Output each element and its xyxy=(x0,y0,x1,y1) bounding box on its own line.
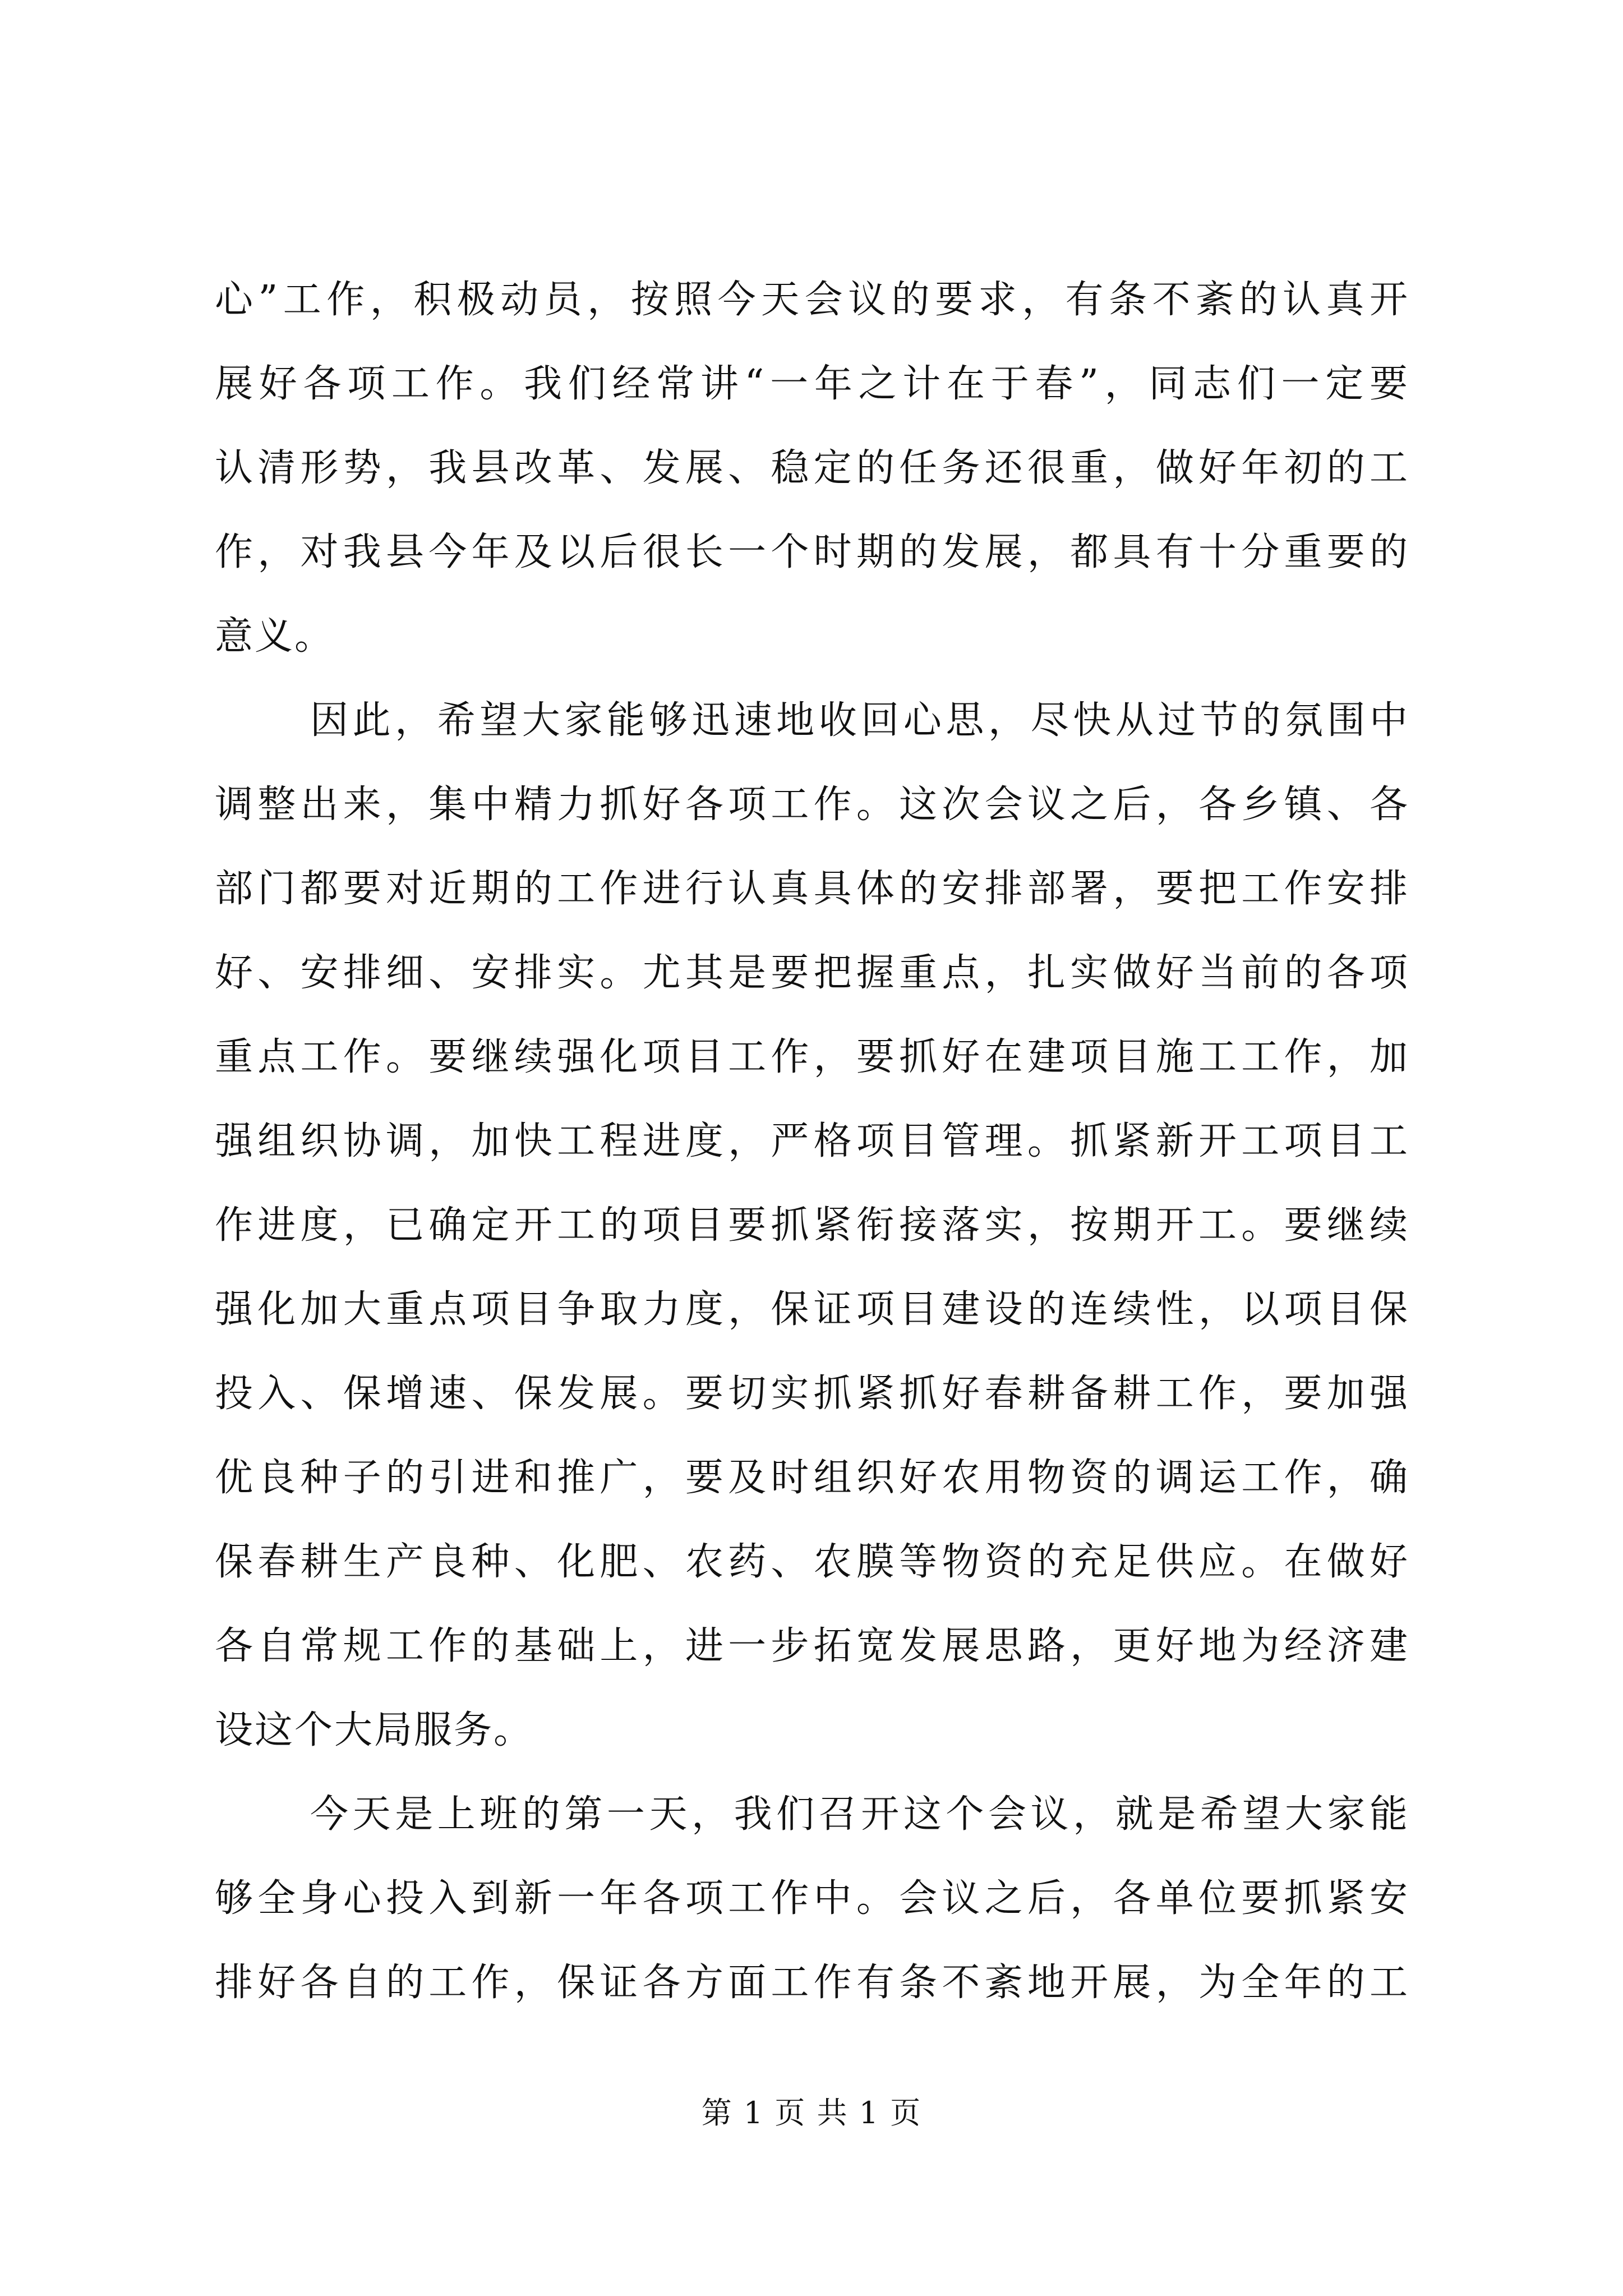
text-line: 展好各项工作。我们经常讲“一年之计在于春”，同志们一定要 xyxy=(215,362,1409,406)
text-line: 认清形势，我县改革、发展、稳定的任务还很重，做好年初的工 xyxy=(215,446,1409,490)
text-line: 强化加大重点项目争取力度，保证项目建设的连续性，以项目保 xyxy=(215,1287,1409,1332)
text-line: 重点工作。要继续强化项目工作，要抓好在建项目施工工作，加 xyxy=(215,1035,1409,1079)
text-line: 好、安排细、安排实。尤其是要把握重点，扎实做好当前的各项 xyxy=(215,951,1409,995)
text-line: 够全身心投入到新一年各项工作中。会议之后，各单位要抓紧安 xyxy=(215,1876,1409,1921)
text-line: 排好各自的工作，保证各方面工作有条不紊地开展，为全年的工 xyxy=(215,1961,1409,2005)
text-line: 投入、保增速、保发展。要切实抓紧抓好春耕备耕工作，要加强 xyxy=(215,1372,1409,1416)
text-line: 心”工作，积极动员，按照今天会议的要求，有条不紊的认真开 xyxy=(215,278,1409,322)
text-line: 作进度，已确定开工的项目要抓紧衔接落实，按期开工。要继续 xyxy=(215,1203,1409,1248)
text-line: 设这个大局服务。 xyxy=(215,1708,534,1752)
text-line: 作，对我县今年及以后很长一个时期的发展，都具有十分重要的 xyxy=(215,530,1409,574)
paragraph-first-line: 因此，希望大家能够迅速地收回心思，尽快从过节的氛围中 xyxy=(310,698,1409,743)
text-line: 部门都要对近期的工作进行认真具体的安排部署，要把工作安排 xyxy=(215,867,1409,911)
text-line: 意义。 xyxy=(215,614,335,659)
text-line: 各自常规工作的基础上，进一步拓宽发展思路，更好地为经济建 xyxy=(215,1624,1409,1668)
text-line: 优良种子的引进和推广，要及时组织好农用物资的调运工作，确 xyxy=(215,1456,1409,1500)
text-line: 保春耕生产良种、化肥、农药、农膜等物资的充足供应。在做好 xyxy=(215,1540,1409,1584)
paragraph-first-line: 今天是上班的第一天，我们召开这个会议，就是希望大家能 xyxy=(310,1792,1409,1837)
text-line: 调整出来，集中精力抓好各项工作。这次会议之后，各乡镇、各 xyxy=(215,783,1409,827)
text-line: 强组织协调，加快工程进度，严格项目管理。抓紧新开工项目工 xyxy=(215,1119,1409,1163)
body-text xyxy=(215,258,1409,2025)
page-footer: 第 1 页 共 1 页 xyxy=(701,2095,922,2131)
